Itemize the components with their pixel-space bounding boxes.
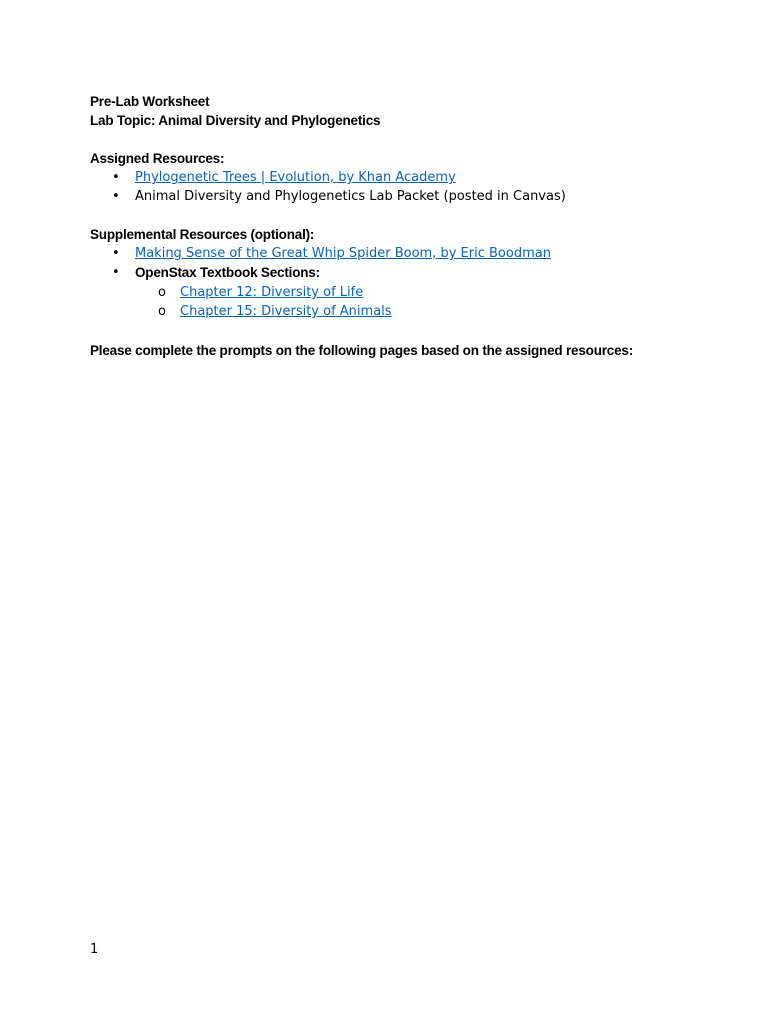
list-item [90,263,730,283]
lab-topic: Lab Topic: Animal Diversity and Phylogenetics [90,113,381,128]
document-title: Pre-Lab Worksheet [90,94,210,109]
sub-bullet-icon: o [158,285,166,300]
openstax-sections-label: OpenStax Textbook Sections: [135,265,320,280]
whip-spider-article-link[interactable]: Making Sense of the Great Whip Spider Boom, by Eric Boodman [135,246,551,261]
list-item [90,283,730,302]
list-item [90,187,730,206]
list-item [90,244,730,263]
sub-bullet-icon: o [158,304,166,319]
list-item [90,168,730,187]
supplemental-resources-heading: Supplemental Resources (optional): [90,227,315,242]
bullet-icon: • [112,170,120,185]
chapter-12-link[interactable]: Chapter 12: Diversity of Life [180,285,364,300]
list-item [90,302,730,321]
document-body [90,92,730,360]
page-number: 1 [90,942,99,957]
assigned-resources-heading: Assigned Resources: [90,151,225,166]
chapter-15-link[interactable]: Chapter 15: Diversity of Animals [180,304,392,319]
bullet-icon: • [112,246,120,261]
khan-academy-link[interactable]: Phylogenetic Trees | Evolution, by Khan Academy [135,170,456,185]
bullet-icon: • [112,189,120,204]
bullet-icon: • [112,265,120,280]
lab-packet-text: Animal Diversity and Phylogenetics Lab Packet (posted in Canvas) [135,189,566,204]
instruction-text: Please complete the prompts on the following pages based on the assigned resources: [90,343,634,358]
